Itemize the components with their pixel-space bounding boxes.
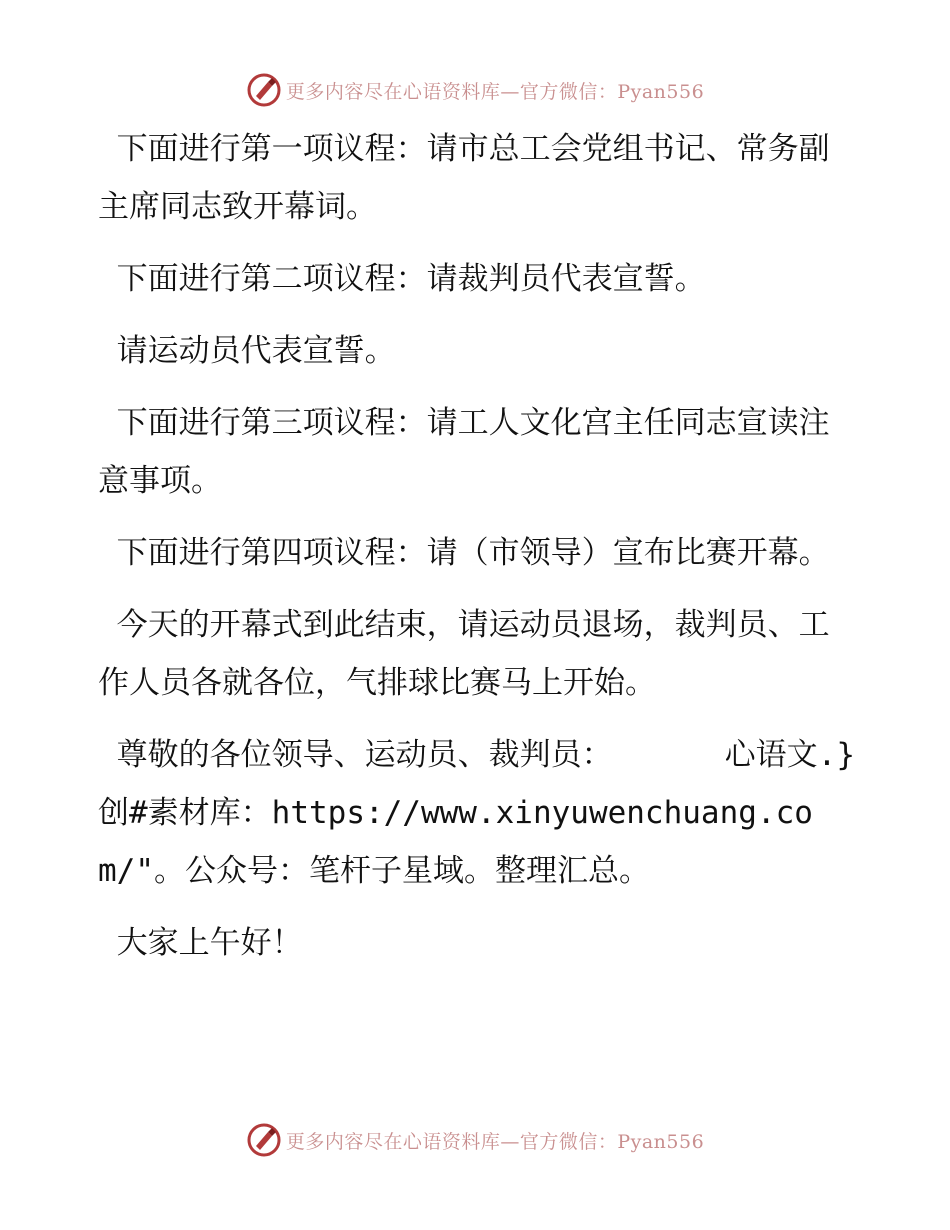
paragraph: 下面进行第一项议程：请市总工会党组书记、常务副主席同志致开幕词。 <box>98 131 830 225</box>
paragraph: 大家上午好！ <box>98 925 303 961</box>
watermark-text: 更多内容尽在心语资料库—官方微信：Pyan556 <box>285 80 705 103</box>
pen-logo-icon <box>246 1122 282 1158</box>
paragraph: 下面进行第四项议程：请（市领导）宣布比赛开幕。 <box>98 535 830 571</box>
pen-logo-icon <box>246 72 282 108</box>
paragraph: 尊敬的各位领导、运动员、裁判员： 心语文.}创#素材库：https://www.xinyuwenchuang.com/"。公众号：笔杆子星域。整理汇总。 <box>98 737 855 889</box>
document-body <box>98 120 858 986</box>
watermark-text: 更多内容尽在心语资料库—官方微信：Pyan556 <box>285 1130 705 1153</box>
paragraph: 下面进行第三项议程：请工人文化宫主任同志宣读注意事项。 <box>98 405 830 499</box>
paragraph: 今天的开幕式到此结束，请运动员退场，裁判员、工作人员各就各位，气排球比赛马上开始。 <box>98 607 830 701</box>
header-watermark <box>0 70 950 110</box>
paragraph: 请运动员代表宣誓。 <box>98 333 396 369</box>
footer-watermark <box>0 1120 950 1160</box>
paragraph: 下面进行第二项议程：请裁判员代表宣誓。 <box>98 261 706 297</box>
